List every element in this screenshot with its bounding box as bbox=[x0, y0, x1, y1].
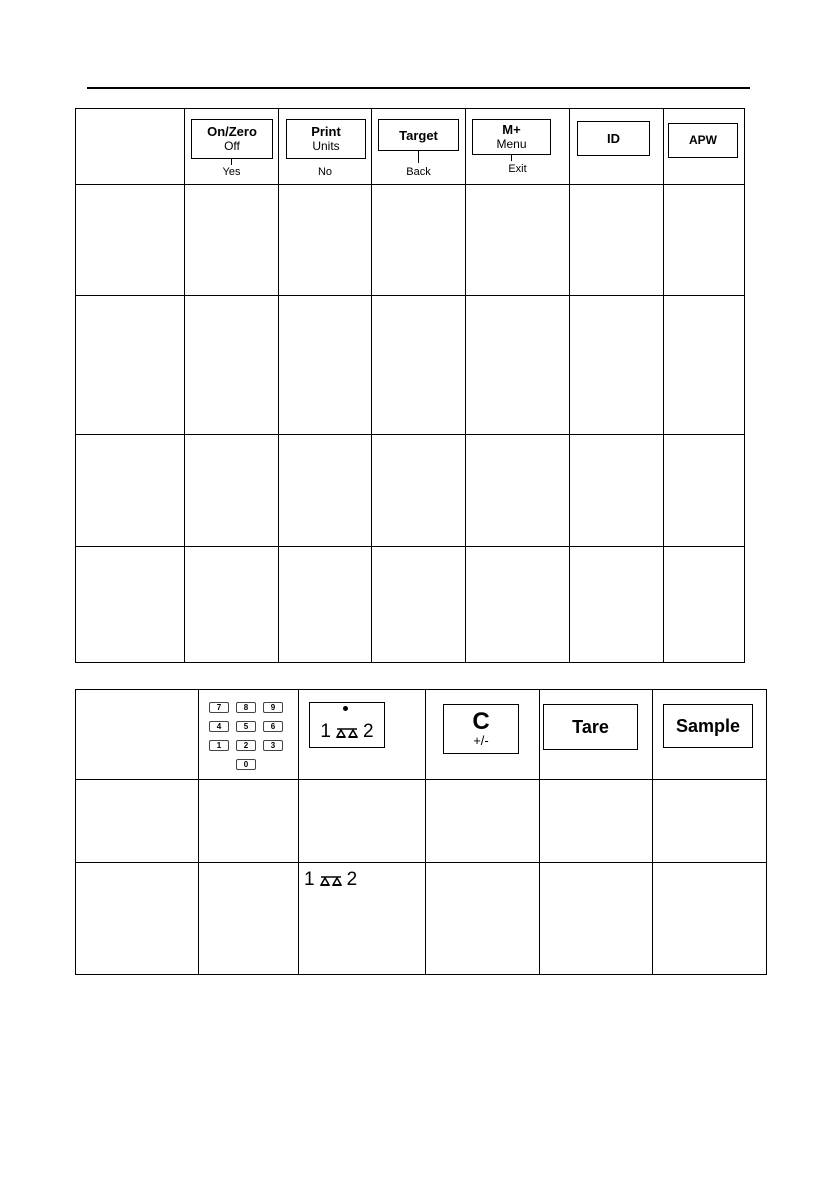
key-cell-m-plus bbox=[466, 109, 570, 185]
keypad-key-2[interactable]: 2 bbox=[236, 740, 256, 751]
apw-key[interactable] bbox=[668, 123, 738, 158]
key-function-table-bottom bbox=[75, 689, 767, 975]
table-row bbox=[76, 296, 745, 435]
key-function-table-top bbox=[75, 108, 745, 663]
indicator-dot-icon bbox=[343, 706, 348, 711]
key-cell-sample bbox=[653, 690, 767, 780]
print-key[interactable] bbox=[286, 119, 366, 159]
table-row bbox=[76, 185, 745, 296]
table-row bbox=[76, 435, 745, 547]
keypad-key-5[interactable]: 5 bbox=[236, 721, 256, 732]
balance-icon bbox=[319, 871, 343, 889]
id-label: ID bbox=[607, 131, 620, 146]
key-stem bbox=[511, 155, 512, 161]
yes-label: Yes bbox=[222, 166, 241, 178]
key-cell-id bbox=[570, 109, 664, 185]
table-row bbox=[76, 547, 745, 663]
table-header-row bbox=[76, 690, 767, 780]
target-key[interactable] bbox=[378, 119, 459, 151]
key-stem bbox=[418, 151, 419, 163]
key-cell-on-zero bbox=[185, 109, 279, 185]
plus-minus-label: +/- bbox=[473, 733, 489, 748]
key-cell-tare bbox=[540, 690, 653, 780]
key-cell-target bbox=[372, 109, 466, 185]
no-label: No bbox=[317, 166, 333, 178]
print-label: Print bbox=[311, 124, 341, 139]
sample-key[interactable] bbox=[663, 704, 753, 748]
target-label: Target bbox=[399, 127, 438, 143]
header-empty-cell bbox=[76, 690, 199, 780]
keypad-key-9[interactable]: 9 bbox=[263, 702, 283, 713]
scale-1-label: 1 bbox=[304, 869, 315, 890]
keypad-key-7[interactable]: 7 bbox=[209, 702, 229, 713]
scale-1-label: 1 bbox=[320, 721, 331, 742]
m-plus-label: M+ bbox=[502, 122, 521, 137]
scale-symbol bbox=[304, 869, 357, 891]
clear-label: C bbox=[472, 708, 490, 735]
key-cell-keypad bbox=[199, 690, 299, 780]
scale-select-key[interactable] bbox=[309, 702, 385, 748]
table-row bbox=[76, 863, 767, 975]
scale-2-label: 2 bbox=[346, 869, 358, 890]
header-empty-cell bbox=[76, 109, 185, 185]
key-stem bbox=[231, 159, 232, 165]
keypad-key-8[interactable]: 8 bbox=[236, 702, 256, 713]
id-key[interactable] bbox=[577, 121, 650, 156]
clear-key[interactable] bbox=[443, 704, 519, 754]
off-label: Off bbox=[224, 139, 240, 153]
key-cell-scale-select bbox=[299, 690, 426, 780]
sample-label: Sample bbox=[675, 715, 741, 736]
exit-label: Exit bbox=[508, 163, 527, 175]
key-cell-apw bbox=[664, 109, 745, 185]
tare-label: Tare bbox=[572, 716, 609, 737]
table-header-row bbox=[76, 109, 745, 185]
keypad-key-4[interactable]: 4 bbox=[209, 721, 229, 732]
tare-key[interactable] bbox=[543, 704, 638, 750]
keypad-key-0[interactable]: 0 bbox=[236, 759, 256, 770]
key-cell-clear bbox=[426, 690, 540, 780]
units-label: Units bbox=[312, 139, 340, 153]
scale-symbol-cell bbox=[299, 863, 426, 975]
menu-label: Menu bbox=[496, 137, 527, 151]
m-plus-key[interactable] bbox=[472, 119, 551, 155]
back-label: Back bbox=[406, 166, 431, 178]
on-zero-label: On/Zero bbox=[207, 124, 257, 139]
key-cell-print bbox=[279, 109, 372, 185]
scale-2-label: 2 bbox=[363, 721, 374, 742]
keypad-key-6[interactable]: 6 bbox=[263, 721, 283, 732]
keypad-key-1[interactable]: 1 bbox=[209, 740, 229, 751]
table-row bbox=[76, 780, 767, 863]
keypad-key-3[interactable]: 3 bbox=[263, 740, 283, 751]
apw-label: APW bbox=[689, 133, 717, 147]
header-rule bbox=[87, 87, 750, 89]
on-zero-key[interactable] bbox=[191, 119, 273, 159]
balance-icon bbox=[335, 723, 359, 741]
